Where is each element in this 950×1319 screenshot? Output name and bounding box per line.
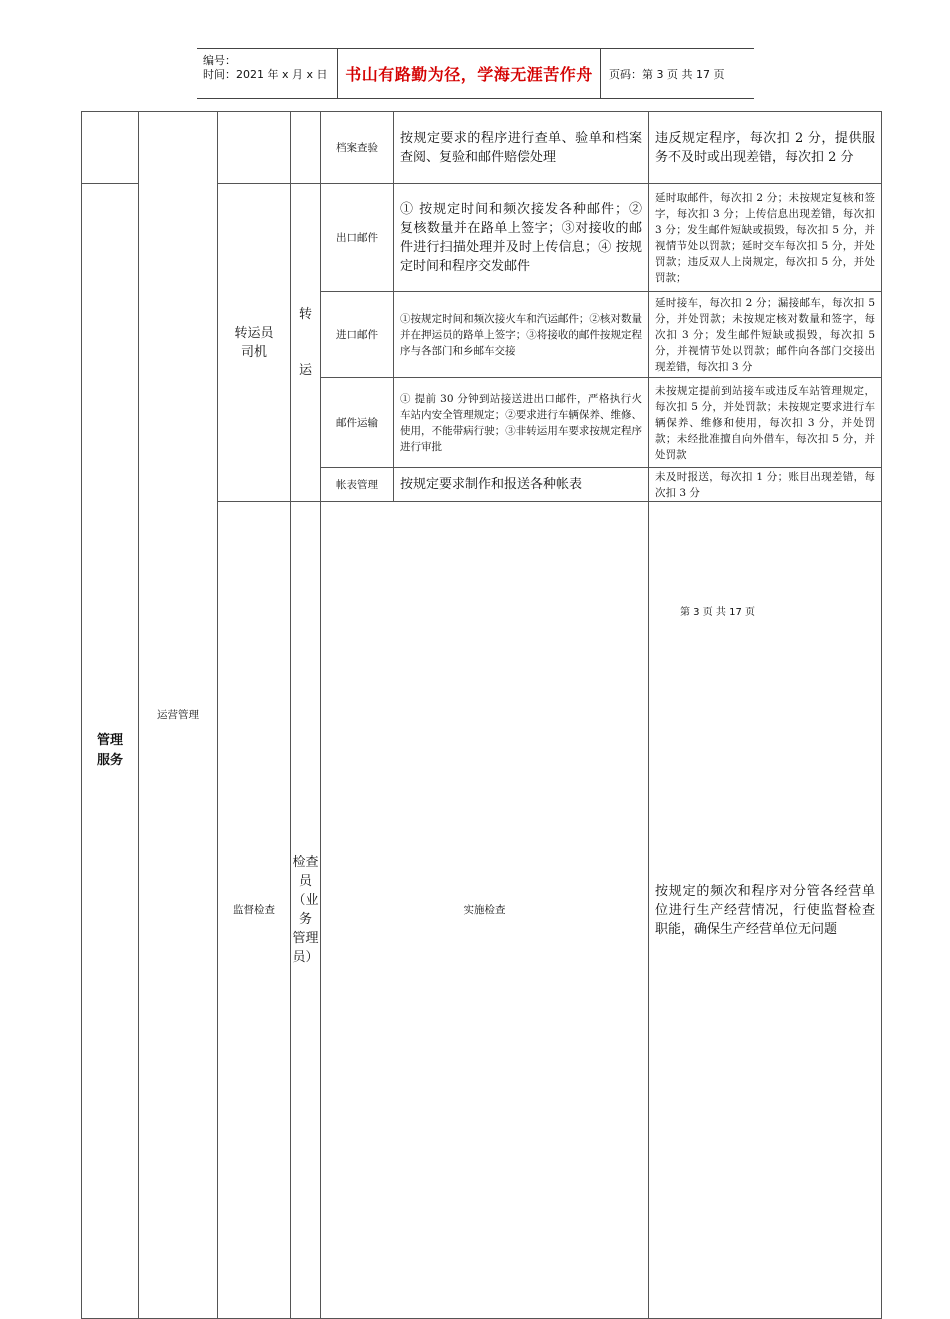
standard-cell: 按规定要求制作和报送各种帐表 [394, 468, 649, 502]
assessment-table [81, 111, 882, 1319]
item-cell: 邮件运输 [321, 378, 394, 468]
page-label: 页码：第 3 页 共 17 页 [609, 67, 725, 81]
penalty-cell: 延时取邮件，每次扣 2 分；未按规定复核和签字，每次扣 3 分；上传信息出现差错，每次扣 3 分；发生邮件短缺或损毁，每次扣 5 分，并视情节处以罚款；延时交车每次扣 5 分，并处罚款；违反双人上岗规定，每次扣 5 分，并处罚款； [649, 184, 882, 292]
number-label: 编号： [203, 54, 236, 67]
item-cell: 实施检查 [321, 502, 649, 1319]
header-meta-cell [197, 49, 338, 98]
item-cell: 帐表管理 [321, 468, 394, 502]
transfer-cell [291, 184, 321, 502]
penalty-cell: 延时接车，每次扣 2 分；漏接邮车，每次扣 5 分，并处罚款；未按规定核对数量和签字，每次扣 3 分；发生邮件短缺或损毁，每次扣 5 分，并视情节处以罚款；邮件向各部门交接出现差错，每次扣 3 分 [649, 292, 882, 378]
item-cell: 进口邮件 [321, 292, 394, 378]
page-footer: 第 3 页 共 17 页 [680, 607, 755, 618]
category-management-service: 管理 服务 [82, 184, 139, 1319]
blank-cell [218, 112, 291, 184]
standard-cell: ① 提前 30 分钟到站接送进出口邮件，严格执行火车站内安全管理规定；②要求进行车辆保养、维修、使用，不能带病行驶；③非转运用车要求按规定程序进行审批 [394, 378, 649, 468]
item-cell: 档案查验 [321, 112, 394, 184]
standard-cell: 按规定的频次和程序对分管各经营单位进行生产经营情况，行使监督检查职能，确保生产经营单位无问题 [649, 502, 882, 1319]
role-inspector: 检查员 （业务 管理员） [291, 502, 321, 1319]
page-header [197, 48, 754, 99]
time-label: 时间：2021 年 x 月 x 日 [203, 68, 328, 81]
blank-cell [82, 112, 139, 184]
standard-cell: 按规定要求的程序进行查单、验单和档案查阅、复验和邮件赔偿处理 [394, 112, 649, 184]
standard-cell: ① 按规定时间和频次接发各种邮件；② 复核数量并在路单上签字；③对接收的邮件进行扫描处理并及时上传信息；④ 按规定时间和程序交发邮件 [394, 184, 649, 292]
penalty-cell: 未及时报送，每次扣 1 分；账目出现差错，每次扣 3 分 [649, 468, 882, 502]
table-row [82, 112, 882, 184]
category-ops: 运营管理 [139, 112, 218, 1319]
item-cell: 出口邮件 [321, 184, 394, 292]
category-supervision: 监督检查 [218, 502, 291, 1319]
blank-cell [291, 112, 321, 184]
transfer-label: 转 运 [298, 306, 312, 378]
role-driver: 转运员 司机 [218, 184, 291, 502]
penalty-cell: 违反规定程序，每次扣 2 分，提供服务不及时或出现差错，每次扣 2 分 [649, 112, 882, 184]
penalty-cell: 未按规定提前到站接车或违反车站管理规定，每次扣 5 分，并处罚款；未按规定要求进行车辆保养、维修和使用，每次扣 3 分，并处罚款；未经批准擅自向外借车，每次扣 5 分，并处罚款 [649, 378, 882, 468]
header-page-cell [601, 49, 754, 98]
motto-text: 书山有路勤为径，学海无涯苦作舟 [345, 65, 593, 84]
header-motto-cell [338, 49, 601, 98]
standard-cell: ①按规定时间和频次接火车和汽运邮件；②核对数量并在押运员的路单上签字；③将接收的邮件按规定程序与各部门和乡邮车交接 [394, 292, 649, 378]
